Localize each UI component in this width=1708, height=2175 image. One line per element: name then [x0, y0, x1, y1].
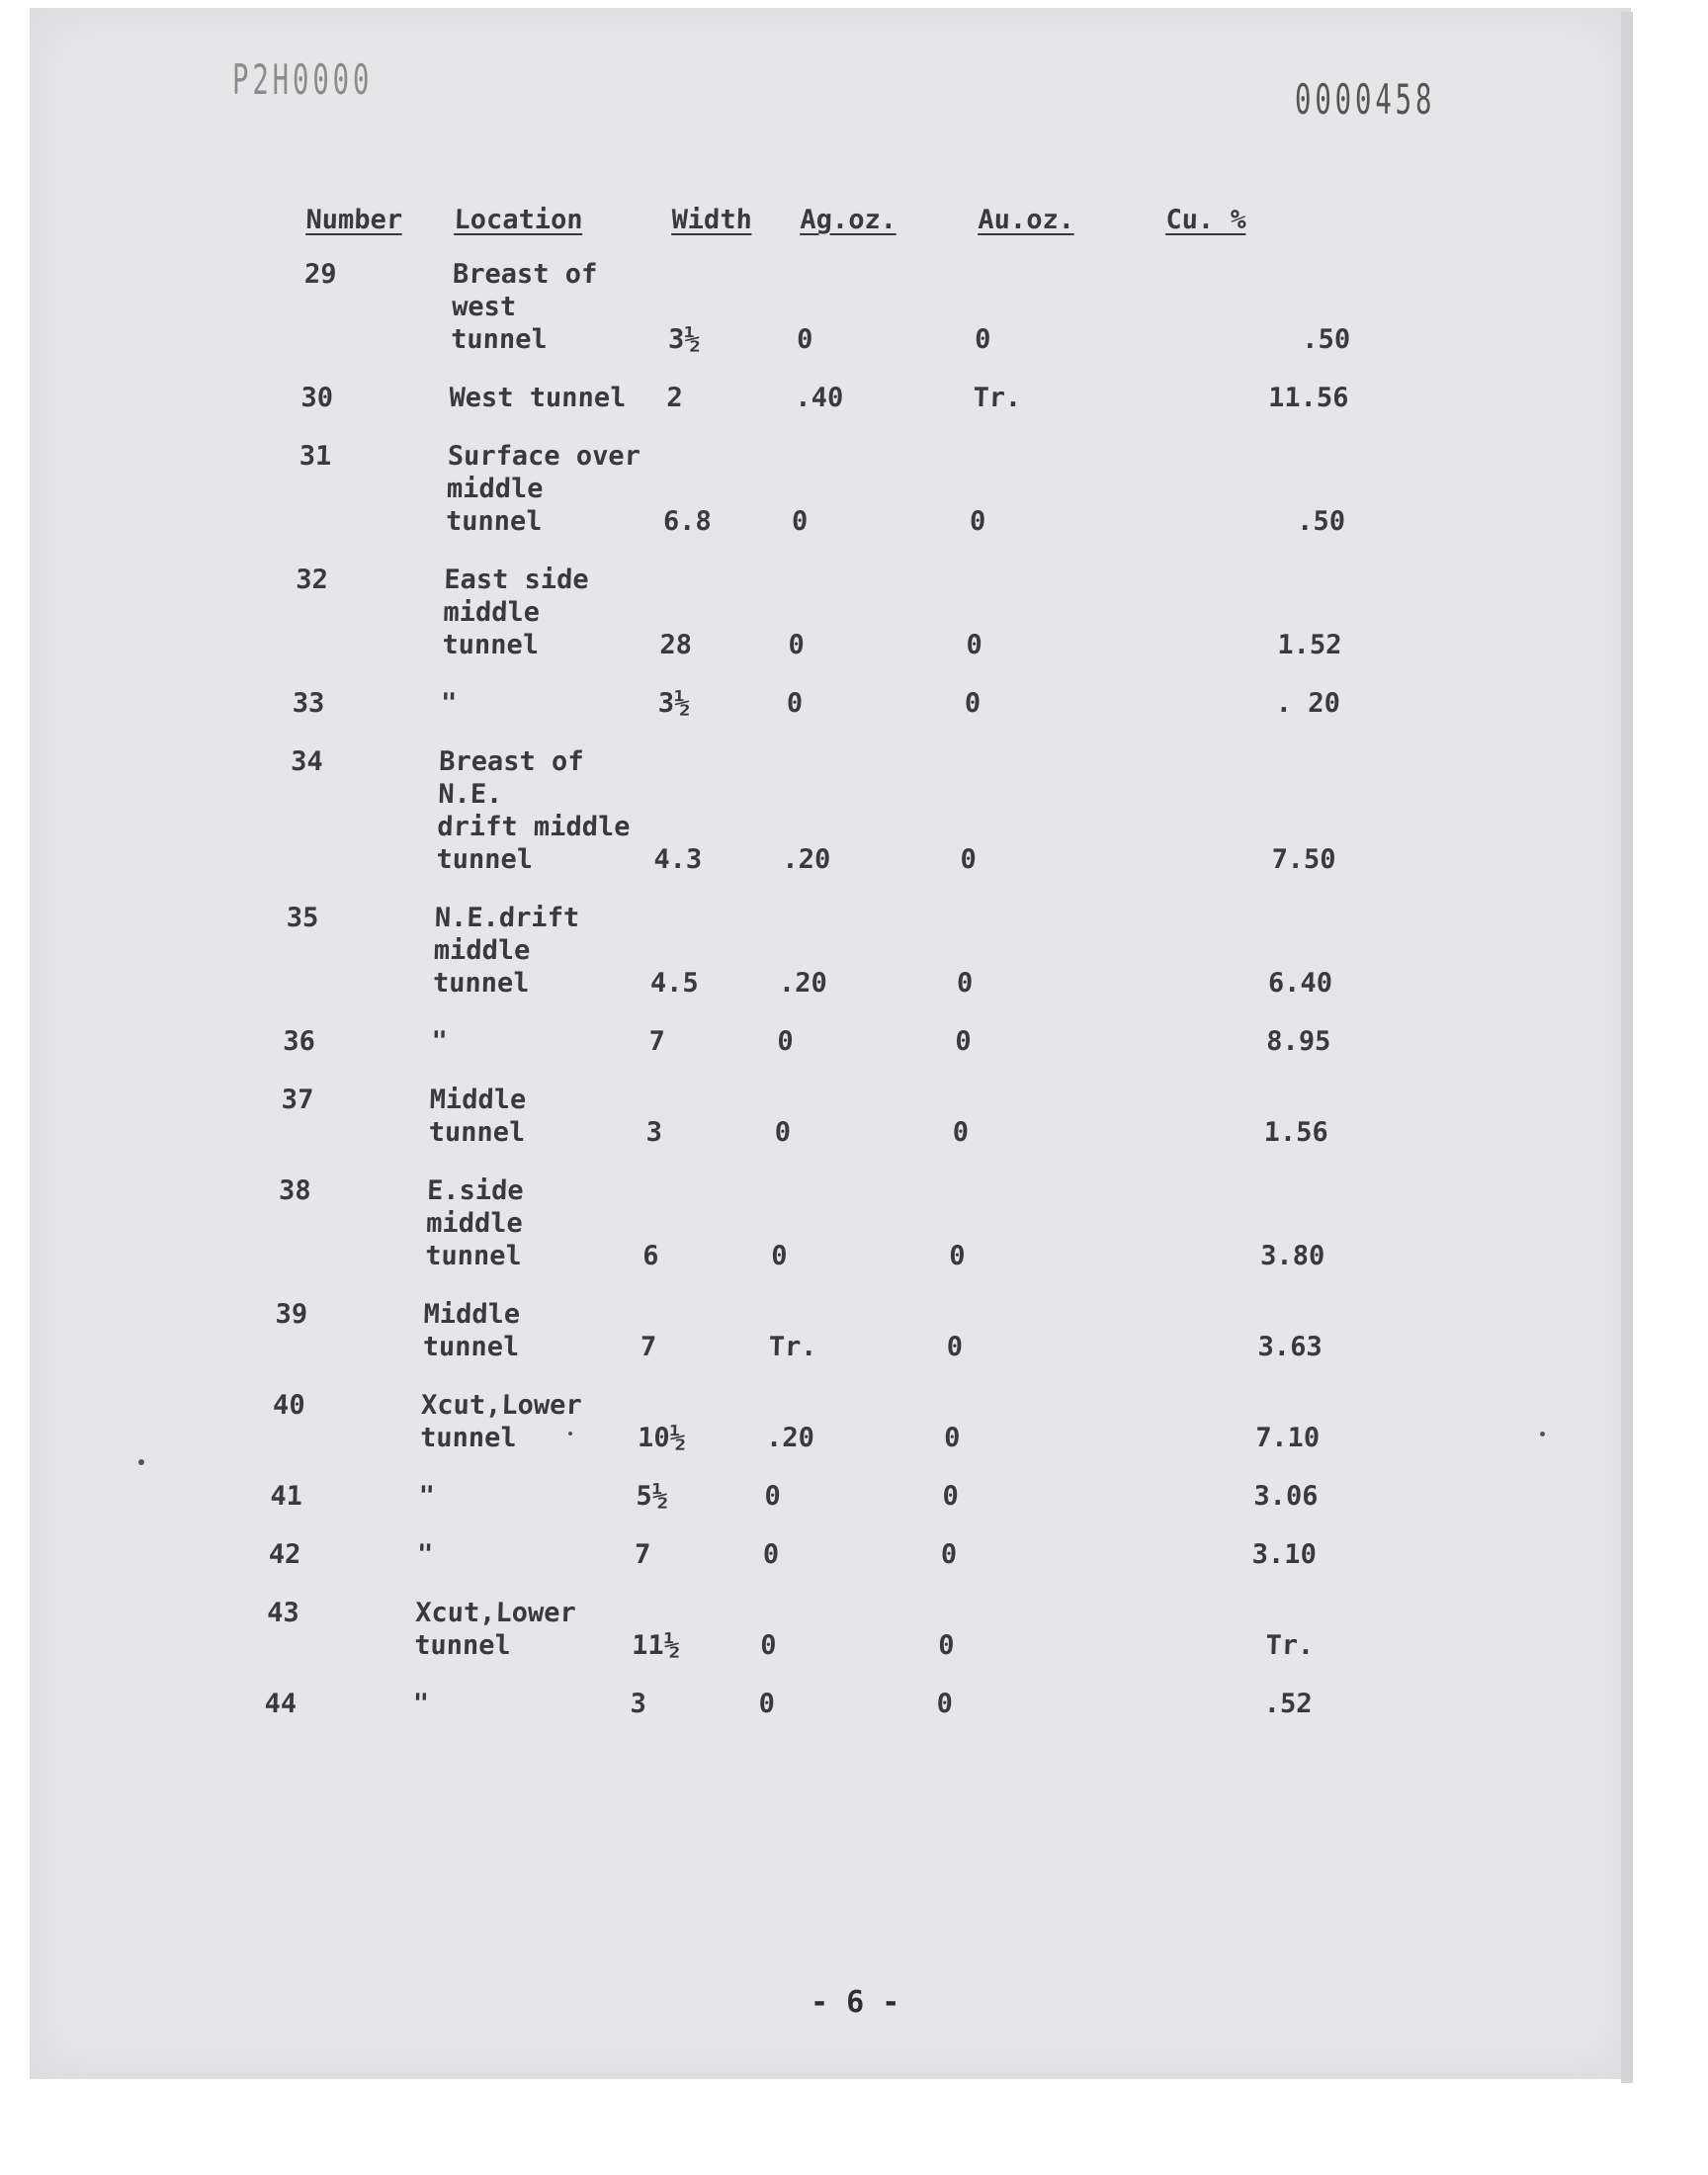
table-row: [299, 382, 1349, 440]
cell-width: 7: [647, 1026, 666, 1057]
cell-au: 0: [940, 1539, 958, 1570]
cell-location: Breast of N.E. drift middle tunnel: [436, 746, 631, 875]
header-number: [304, 204, 455, 258]
cell-au: 0: [936, 1689, 954, 1719]
cell-au: 0: [969, 506, 986, 537]
cell-width: 7: [634, 1539, 651, 1570]
table-row: [284, 902, 1334, 1025]
cell-number: 36: [282, 1026, 316, 1057]
cell-ag: 0: [776, 1026, 795, 1057]
doc-code-left: P2H0000: [232, 55, 374, 104]
cell-au: Tr.: [973, 383, 1022, 413]
cell-width: 4.5: [649, 968, 700, 999]
cell-number: 39: [275, 1299, 308, 1330]
header-ag: [799, 204, 979, 258]
cell-number: 31: [299, 441, 332, 472]
cell-cu: 6.40: [1267, 968, 1333, 999]
cell-ag: 0: [764, 1481, 782, 1512]
cell-ag: 0: [788, 630, 806, 660]
cell-location: East side middle tunnel: [442, 565, 590, 660]
cell-number: 43: [266, 1598, 300, 1628]
page-number: - 6 -: [811, 1985, 900, 2020]
cell-ag: 0: [786, 688, 804, 719]
cell-au: 0: [943, 1423, 961, 1453]
table-row: [268, 1538, 1318, 1597]
cell-cu: . 20: [1275, 688, 1341, 719]
cell-ag: 0: [774, 1117, 792, 1148]
table-header: [304, 204, 1354, 258]
cell-width: 6.8: [662, 506, 713, 537]
cell-number: 32: [295, 565, 329, 595]
table-row: [274, 1298, 1324, 1389]
cell-width: 2: [666, 383, 684, 413]
cell-cu: 11.56: [1267, 383, 1349, 413]
header-location-label: Location: [454, 205, 584, 235]
scanned-page: [30, 8, 1631, 2079]
scan-speck: [1540, 1432, 1545, 1436]
cell-cu: 1.56: [1263, 1117, 1329, 1148]
table-row: [271, 1389, 1322, 1480]
cell-location: ": [418, 1481, 436, 1512]
cell-location: ": [416, 1539, 434, 1570]
table-row: [282, 1025, 1331, 1084]
table-row: [265, 1597, 1316, 1688]
assay-table: [263, 204, 1354, 1746]
table-row: [293, 564, 1343, 687]
cell-cu: 1.52: [1277, 630, 1342, 660]
cell-ag: .20: [765, 1423, 815, 1453]
header-cu: [1164, 204, 1354, 258]
cell-ag: .40: [795, 383, 844, 413]
header-location: [453, 204, 672, 258]
cell-number: 41: [270, 1481, 303, 1512]
cell-location: N.E.drift middle tunnel: [432, 903, 580, 999]
cell-au: 0: [952, 1117, 970, 1148]
table-row: [287, 745, 1338, 902]
cell-ag: 0: [759, 1630, 777, 1661]
cell-cu: 8.95: [1265, 1026, 1331, 1057]
cell-ag: 0: [758, 1689, 776, 1719]
cell-au: 0: [966, 630, 983, 660]
cell-location: ": [440, 688, 458, 719]
cell-number: 35: [286, 903, 319, 933]
cell-cu: .50: [1301, 324, 1351, 355]
cell-width: 7: [640, 1332, 657, 1362]
page-edge: [1621, 12, 1633, 2083]
cell-location: Surface over middle tunnel: [445, 441, 641, 537]
header-au: [977, 204, 1166, 258]
cell-au: 0: [960, 844, 978, 875]
cell-number: 29: [303, 259, 337, 290]
cell-width: 6: [641, 1241, 659, 1271]
header-row: [304, 204, 1354, 258]
cell-ag: 0: [770, 1241, 788, 1271]
cell-location: E.side middle tunnel: [424, 1175, 525, 1271]
cell-width: 11½: [631, 1630, 681, 1661]
cell-au: 0: [942, 1481, 960, 1512]
cell-au: 0: [937, 1630, 955, 1661]
cell-width: 4.3: [653, 844, 703, 875]
table-row: [297, 440, 1347, 564]
cell-cu: .50: [1296, 506, 1346, 537]
assay-table-wrapper: [263, 204, 1354, 1746]
cell-cu: 3.63: [1257, 1332, 1324, 1362]
cell-location: ": [430, 1026, 449, 1057]
cell-width: 3½: [667, 324, 702, 355]
header-ag-label: Ag.oz.: [800, 205, 897, 235]
scan-speck: [138, 1459, 144, 1465]
cell-ag: .20: [778, 968, 828, 999]
table-row: [276, 1174, 1326, 1298]
cell-au: 0: [956, 968, 974, 999]
cell-location: Middle tunnel: [428, 1085, 527, 1148]
cell-number: 34: [290, 746, 324, 777]
cell-location: Middle tunnel: [422, 1299, 521, 1362]
cell-number: 30: [300, 383, 334, 413]
table-row: [301, 258, 1352, 382]
cell-au: 0: [974, 324, 991, 355]
cell-number: 38: [278, 1175, 312, 1206]
cell-cu: Tr.: [1265, 1630, 1315, 1661]
cell-au: 0: [964, 688, 982, 719]
cell-width: 28: [659, 630, 693, 660]
table-row: [263, 1688, 1313, 1746]
header-width-label: Width: [671, 205, 753, 235]
doc-code-right: 0000458: [1295, 75, 1436, 124]
cell-au: 0: [946, 1332, 964, 1362]
table-row: [269, 1480, 1319, 1538]
cell-ag: Tr.: [768, 1332, 817, 1362]
cell-location: West tunnel: [449, 383, 627, 413]
cell-cu: .52: [1263, 1689, 1314, 1719]
cell-number: 42: [268, 1539, 301, 1570]
cell-number: 40: [272, 1390, 305, 1421]
cell-cu: 7.10: [1254, 1423, 1321, 1453]
cell-location: Breast of west tunnel: [450, 259, 598, 355]
cell-width: 3½: [657, 688, 691, 719]
cell-location: Xcut,Lower tunnel: [419, 1390, 583, 1453]
table-row: [280, 1084, 1330, 1174]
header-cu-label: Cu. %: [1165, 205, 1247, 235]
cell-location: ": [412, 1689, 430, 1719]
cell-ag: 0: [791, 506, 809, 537]
scan-speck: [568, 1432, 572, 1436]
cell-location: Xcut,Lower tunnel: [413, 1598, 577, 1661]
cell-number: 33: [292, 688, 325, 719]
cell-ag: 0: [796, 324, 813, 355]
cell-ag: 0: [762, 1539, 780, 1570]
cell-width: 3: [630, 1689, 647, 1719]
cell-cu: 7.50: [1271, 844, 1336, 875]
cell-au: 0: [948, 1241, 966, 1271]
cell-width: 5½: [636, 1481, 669, 1512]
cell-width: 10½: [637, 1423, 687, 1453]
cell-width: 3: [645, 1117, 663, 1148]
header-width: [670, 204, 801, 258]
cell-cu: 3.10: [1251, 1539, 1318, 1570]
header-number-label: Number: [305, 205, 403, 235]
cell-number: 44: [264, 1689, 298, 1719]
header-au-label: Au.oz.: [978, 205, 1075, 235]
table-row: [292, 687, 1341, 745]
cell-number: 37: [281, 1085, 314, 1115]
cell-cu: 3.06: [1253, 1481, 1319, 1512]
table-body: [263, 258, 1352, 1746]
cell-ag: .20: [782, 844, 831, 875]
cell-cu: 3.80: [1259, 1241, 1325, 1271]
cell-au: 0: [954, 1026, 973, 1057]
